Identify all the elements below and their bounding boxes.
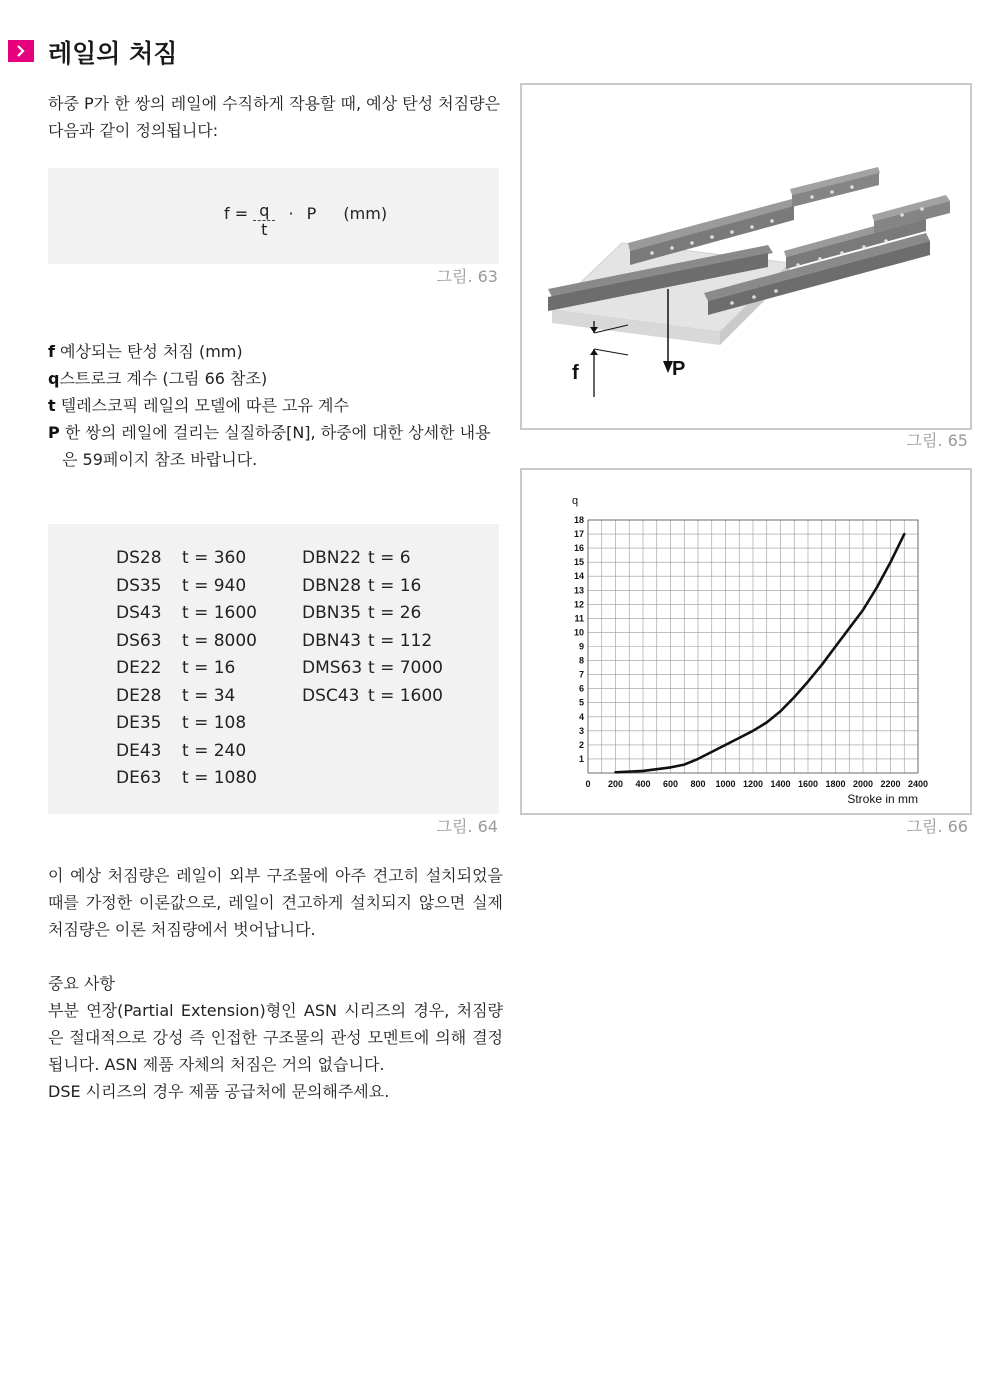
caption-fig63: 그림. 63 xyxy=(436,267,498,286)
definitions-list xyxy=(48,338,503,473)
model-column-right xyxy=(302,545,362,710)
caption-fig66: 그림. 66 xyxy=(906,817,968,836)
table-row: DSC43 xyxy=(302,685,360,706)
table-row: DS43 xyxy=(116,603,162,623)
y-tick-label: 12 xyxy=(573,599,584,610)
formula-dot: · xyxy=(288,204,294,223)
y-tick-label: 2 xyxy=(578,739,584,750)
x-axis-label: Stroke in mm xyxy=(847,792,918,806)
y-tick-label: 3 xyxy=(578,725,584,736)
table-cell: t = 108 xyxy=(182,713,247,733)
y-tick-label: 17 xyxy=(573,529,584,540)
note-paragraph: 이 예상 처짐량은 레일이 외부 구조물에 아주 견고히 설치되었을 때를 가정한 이론값으로, 레일이 견고하게 설치되지 않으면 실제 처짐량은 이론 처짐량에서 벗어납니다. xyxy=(48,866,503,939)
caption-fig64: 그림. 64 xyxy=(436,817,498,836)
table-cell: t = 1600 xyxy=(182,603,257,623)
definition-text: 예상되는 탄성 처짐 (mm) xyxy=(54,342,243,361)
table-cell: t = 360 xyxy=(182,548,247,568)
caption-fig65: 그림. 65 xyxy=(906,431,968,450)
intro-paragraph: 하중 P가 한 쌍의 레일에 수직하게 작용할 때, 예상 탄성 처짐량은 다음과 같이 정의됩니다: xyxy=(48,94,500,140)
x-tick-label: 1400 xyxy=(770,779,791,789)
y-tick-label: 13 xyxy=(573,585,584,596)
formula-unit: (mm) xyxy=(343,204,388,223)
deflection-formula xyxy=(224,196,388,239)
y-axis-label: q xyxy=(572,495,579,507)
important-title: 중요 사항 xyxy=(48,974,115,993)
table-row: DE35 xyxy=(116,713,162,733)
table-cell: t = 240 xyxy=(182,740,247,761)
definition-key: P xyxy=(48,423,60,442)
definition-key: f xyxy=(48,342,55,361)
formula-p: P xyxy=(306,204,317,223)
formula-numerator: q xyxy=(253,202,275,221)
table-cell: t = 16 xyxy=(368,575,422,596)
y-tick-label: 4 xyxy=(578,711,584,722)
table-row: DS63 xyxy=(116,630,162,651)
table-cell: t = 6 xyxy=(368,548,411,568)
definition-text: 한 쌍의 레일에 걸리는 실질하중[N], 하중에 대한 상세한 내용 xyxy=(59,423,491,442)
stroke-factor-chart xyxy=(522,470,970,813)
x-tick-label: 1600 xyxy=(797,779,819,789)
y-tick-label: 6 xyxy=(578,683,584,694)
stroke-factor-chart-frame xyxy=(520,468,972,815)
y-tick-label: 7 xyxy=(578,669,584,680)
definition-key: t xyxy=(48,396,56,415)
series-line xyxy=(616,534,905,772)
y-tick-label: 15 xyxy=(573,557,584,568)
table-row: DBN35 xyxy=(302,603,362,623)
y-tick-label: 18 xyxy=(573,515,584,525)
heading-bullet-icon xyxy=(8,40,34,62)
x-tick-label: 1200 xyxy=(742,779,764,789)
x-tick-label: 2000 xyxy=(852,779,874,789)
x-tick-label: 1800 xyxy=(825,779,846,789)
x-tick-label: 2200 xyxy=(880,779,901,789)
y-tick-label: 9 xyxy=(578,641,584,652)
definition-text: 은 59페이지 참조 바랍니다. xyxy=(62,450,258,469)
definition-continuation xyxy=(48,446,503,473)
formula-denominator: t xyxy=(261,220,268,239)
telescopic-rail-illustration xyxy=(522,85,970,428)
definition-text: 스트로크 계수 (그림 66 참조) xyxy=(59,369,268,388)
definition-item xyxy=(48,419,503,446)
table-row: DBN22 xyxy=(302,548,362,568)
table-row: DE63 xyxy=(116,768,162,788)
definition-item xyxy=(48,365,503,392)
definition-item xyxy=(48,338,503,365)
table-cell: t = 26 xyxy=(368,603,422,623)
important-dse-text: DSE 시리즈의 경우 제품 공급처에 문의해주세요. xyxy=(48,1082,390,1101)
table-row: DE43 xyxy=(116,740,162,761)
definition-text: 텔레스코픽 레일의 모델에 따른 고유 계수 xyxy=(55,396,349,415)
table-cell: t = 16 xyxy=(182,658,236,678)
label-f: f xyxy=(572,362,579,384)
label-p: P xyxy=(672,358,686,380)
formula-lhs: f = xyxy=(224,204,249,223)
model-column-left xyxy=(116,545,162,793)
y-tick-label: 10 xyxy=(573,627,584,638)
important-section xyxy=(48,970,503,1105)
table-row: DMS63 xyxy=(302,658,363,678)
table-cell: t = 1600 xyxy=(368,685,443,706)
table-row: DS35 xyxy=(116,575,162,596)
y-tick-label: 8 xyxy=(578,655,584,666)
rail-illustration-frame xyxy=(520,83,972,430)
y-tick-label: 16 xyxy=(573,543,584,554)
page-title: 레일의 처짐 xyxy=(48,39,178,68)
x-tick-label: 2400 xyxy=(907,779,929,789)
table-cell: t = 940 xyxy=(182,575,247,596)
t-column-left xyxy=(182,545,257,793)
table-row: DE28 xyxy=(116,685,162,706)
table-row: DE22 xyxy=(116,658,162,678)
table-row: DS28 xyxy=(116,548,162,568)
x-tick-label: 1000 xyxy=(715,779,736,789)
y-tick-label: 14 xyxy=(573,571,584,582)
table-cell: t = 1080 xyxy=(182,768,257,788)
y-tick-label: 5 xyxy=(578,697,584,708)
table-cell: t = 8000 xyxy=(182,630,257,651)
formula-fraction xyxy=(253,202,275,239)
x-tick-label: 200 xyxy=(607,779,624,789)
x-tick-label: 800 xyxy=(690,779,706,789)
table-row: DBN43 xyxy=(302,630,362,651)
x-tick-label: 600 xyxy=(662,779,679,789)
table-cell: t = 7000 xyxy=(368,658,443,678)
important-asn-text: 부분 연장(Partial Extension)형인 ASN 시리즈의 경우, 처짐량은 절대적으로 강성 즉 인접한 구조물의 관성 모멘트에 의해 결정됩니다. ASN 제품 자체의 처짐은 거의 없습니다. xyxy=(48,1001,503,1074)
y-tick-label: 1 xyxy=(578,753,584,764)
table-row: DBN28 xyxy=(302,575,362,596)
table-cell: t = 112 xyxy=(368,630,433,651)
definition-key: q xyxy=(48,369,60,388)
table-cell: t = 34 xyxy=(182,685,236,706)
t-column-right xyxy=(368,545,443,710)
definition-item xyxy=(48,392,503,419)
x-tick-label: 400 xyxy=(635,779,651,789)
x-tick-label: 0 xyxy=(585,779,591,789)
y-tick-label: 11 xyxy=(574,613,584,624)
